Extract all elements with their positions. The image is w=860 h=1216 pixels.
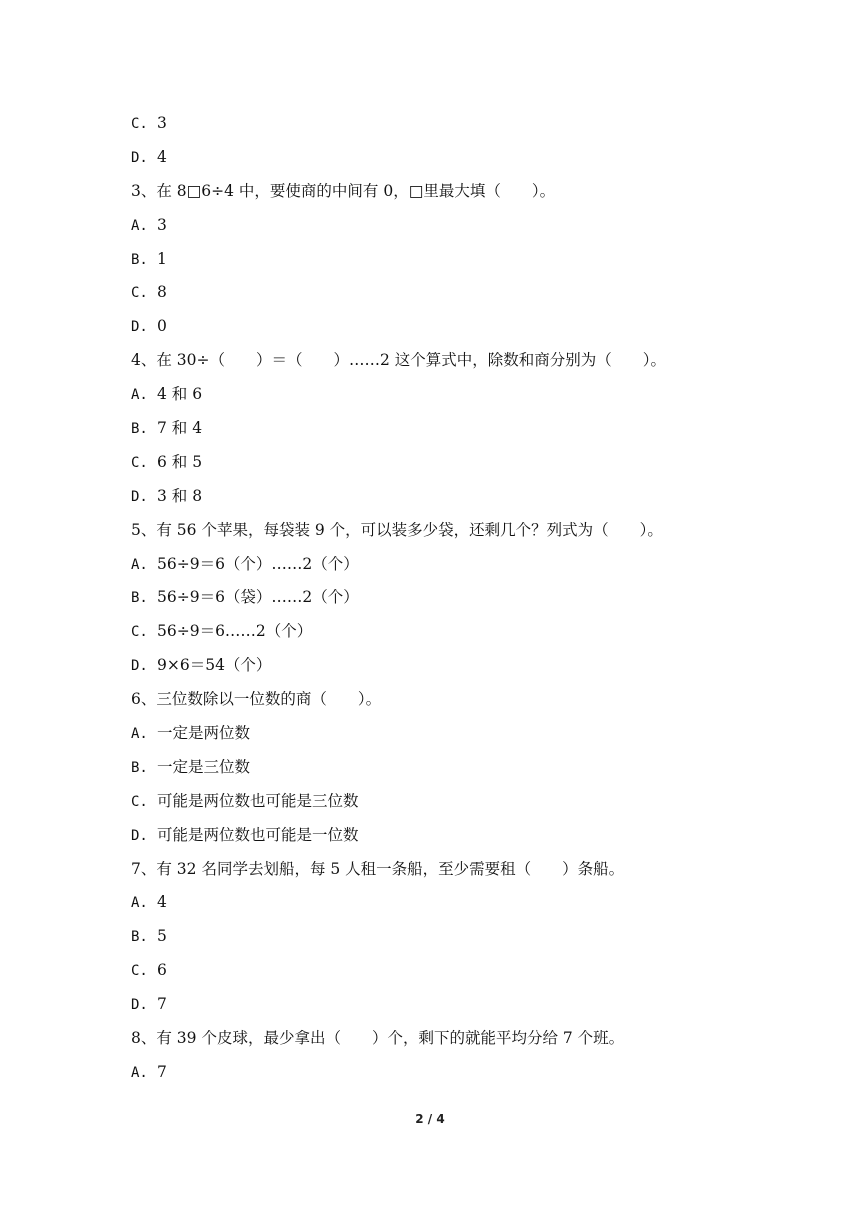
option-text: 4: [157, 147, 167, 166]
question-text: 4、在 30÷（ ）＝（ ）……2 这个算式中，除数和商分别为（ ）。: [131, 351, 667, 370]
option-letter: B.: [131, 759, 148, 776]
answer-option: [131, 107, 731, 141]
question-text: 8、有 39 个皮球，最少拿出（ ）个，剩下的就能平均分给 7 个班。: [131, 1029, 625, 1048]
option-text: 可能是两位数也可能是一位数: [157, 825, 359, 844]
answer-option: [131, 988, 731, 1022]
question-text: 5、有 56 个苹果，每袋装 9 个，可以装多少袋，还剩几个？列式为（ ）。: [131, 520, 663, 539]
option-text: 7 和 4: [157, 419, 203, 438]
answer-option: [131, 243, 731, 277]
option-letter: D.: [131, 488, 148, 505]
answer-option: [131, 446, 731, 480]
question-text: 3、在 8□6÷4 中，要使商的中间有 0，□里最大填（ ）。: [131, 181, 556, 200]
option-letter: C.: [131, 624, 148, 641]
answer-option: [131, 548, 731, 582]
option-text: 8: [157, 283, 167, 302]
answer-option: [131, 819, 731, 853]
option-letter: B.: [131, 929, 148, 946]
option-text: 9×6＝54（个）: [157, 656, 272, 675]
option-text: 3: [157, 114, 167, 132]
option-text: 6 和 5: [157, 452, 203, 471]
option-text: 1: [157, 249, 167, 268]
question-text: 6、三位数除以一位数的商（ ）。: [131, 690, 382, 709]
option-letter: D.: [131, 997, 148, 1014]
answer-option: [131, 1056, 731, 1090]
option-text: 56÷9＝6……2（个）: [157, 622, 313, 641]
option-letter: A.: [131, 726, 148, 743]
answer-option: [131, 141, 731, 175]
answer-option: [131, 649, 731, 683]
answer-option: [131, 581, 731, 615]
answer-option: [131, 886, 731, 920]
answer-option: [131, 310, 731, 344]
option-text: 3: [157, 215, 167, 234]
answer-option: [131, 785, 731, 819]
option-text: 7: [157, 1062, 167, 1081]
answer-option: [131, 751, 731, 785]
answer-option: [131, 615, 731, 649]
option-text: 56÷9＝6（袋）……2（个）: [157, 588, 359, 607]
option-letter: A.: [131, 1064, 148, 1081]
option-letter: B.: [131, 251, 148, 268]
answer-option: [131, 412, 731, 446]
answer-option: [131, 480, 731, 514]
option-text: 6: [157, 961, 167, 980]
answer-option: [131, 378, 731, 412]
answer-option: [131, 276, 731, 310]
option-letter: D.: [131, 149, 148, 166]
page-number: 2 / 4: [415, 1112, 445, 1126]
option-text: 0: [157, 317, 167, 336]
option-text: 56÷9＝6（个）……2（个）: [157, 554, 359, 573]
option-text: 4 和 6: [157, 385, 203, 404]
answer-option: [131, 717, 731, 751]
option-text: 7: [157, 995, 167, 1014]
option-letter: A.: [131, 387, 148, 404]
option-text: 一定是三位数: [157, 757, 251, 776]
option-text: 3 和 8: [157, 486, 203, 505]
option-letter: D.: [131, 319, 148, 336]
option-text: 可能是两位数也可能是三位数: [157, 791, 359, 810]
option-letter: C.: [131, 285, 148, 302]
answer-option: [131, 920, 731, 954]
option-letter: A.: [131, 895, 148, 912]
option-letter: C.: [131, 793, 148, 810]
option-letter: D.: [131, 827, 148, 844]
option-letter: A.: [131, 556, 148, 573]
option-text: 一定是两位数: [157, 724, 251, 743]
question-list: [131, 107, 731, 1090]
option-letter: B.: [131, 421, 148, 438]
option-letter: C.: [131, 116, 148, 132]
option-letter: D.: [131, 658, 148, 675]
answer-option: [131, 209, 731, 243]
answer-option: [131, 954, 731, 988]
option-letter: B.: [131, 590, 148, 607]
option-letter: C.: [131, 454, 148, 471]
option-letter: A.: [131, 217, 148, 234]
question-text: 7、有 32 名同学去划船，每 5 人租一条船，至少需要租（ ）条船。: [131, 859, 625, 878]
option-text: 4: [157, 893, 167, 912]
option-letter: C.: [131, 963, 148, 980]
option-text: 5: [157, 927, 167, 946]
